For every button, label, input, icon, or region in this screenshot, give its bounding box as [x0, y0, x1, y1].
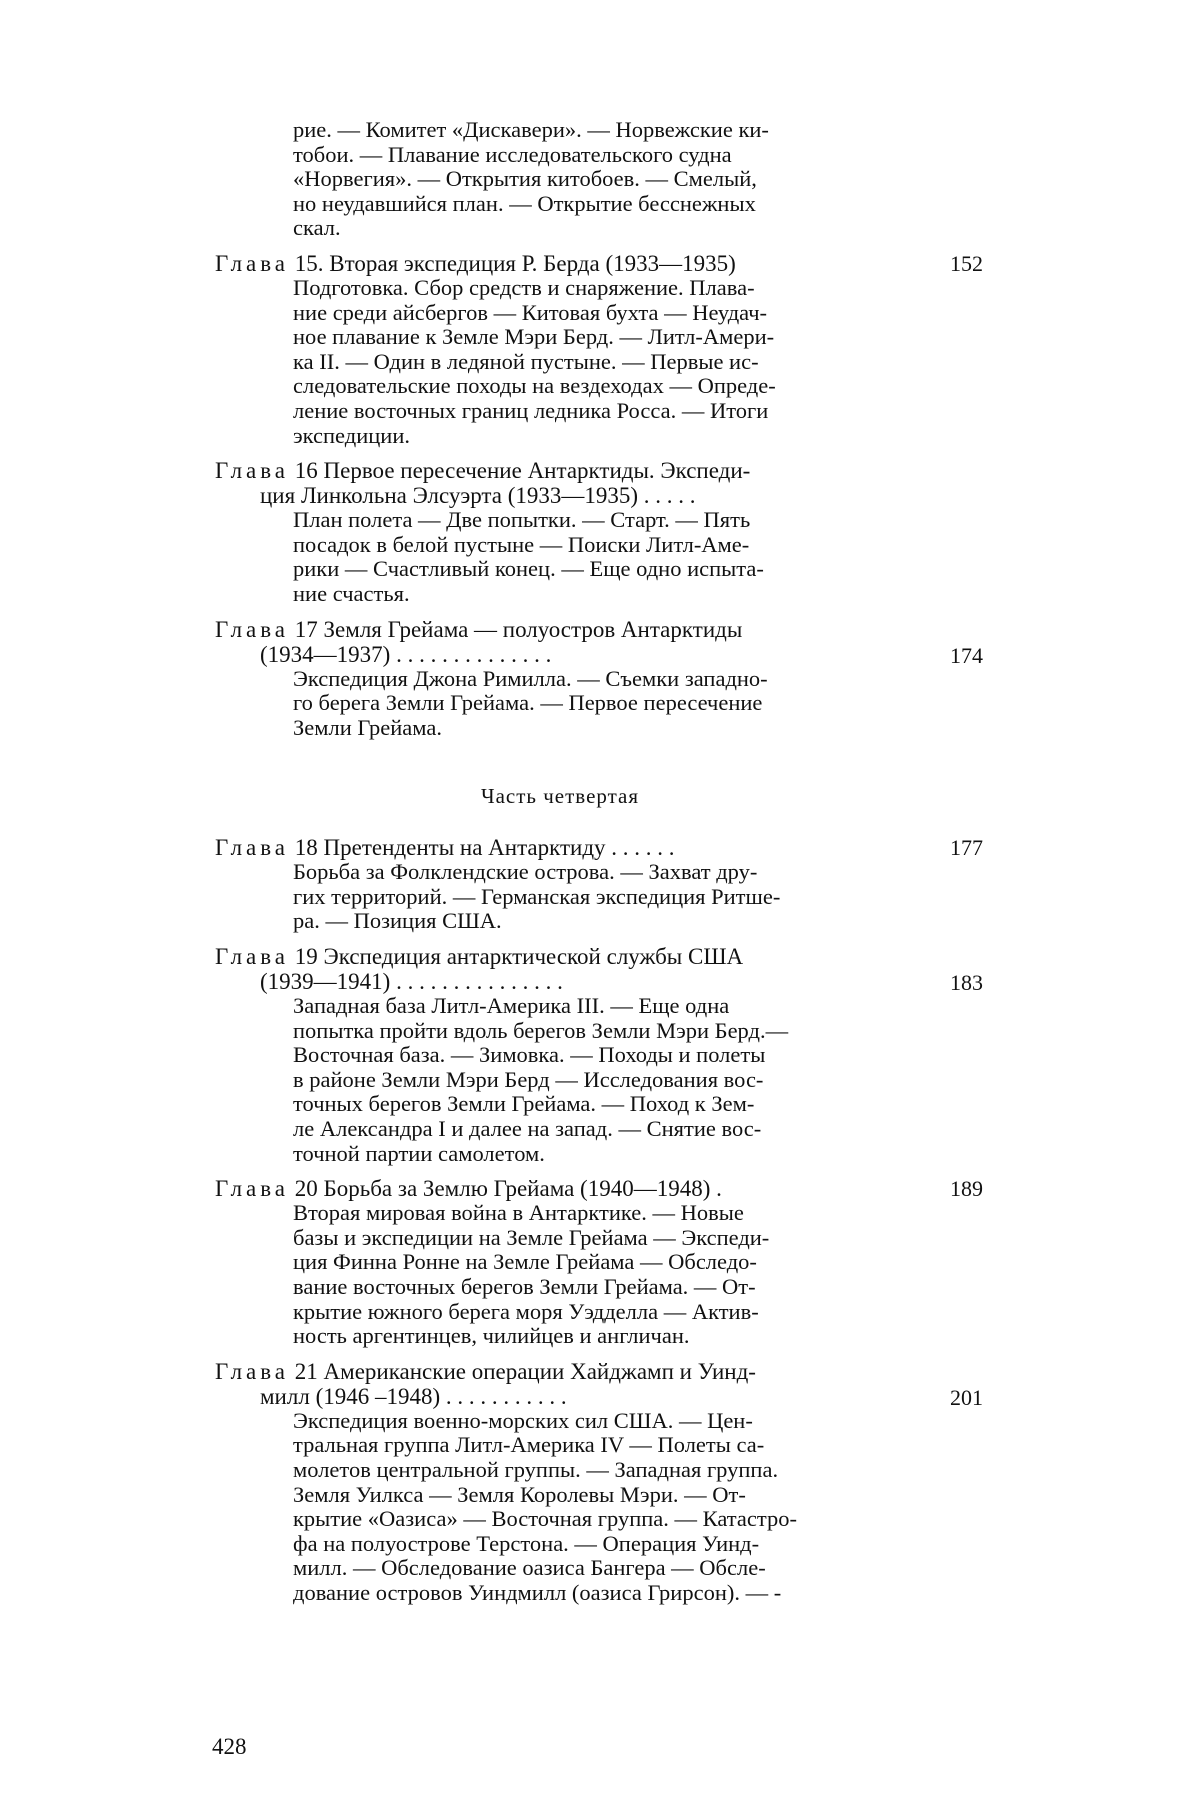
summary-line: следовательские походы на вездеходах — Опреде-: [293, 373, 776, 399]
summary-line: базы и экспедиции на Земле Грейама — Экспеди-: [293, 1224, 770, 1250]
summary-line: молетов центральной группы. — Западная группа.: [293, 1456, 779, 1482]
chapter-title-continuation: (1939—1941) . . . . . . . . . . . . . . .: [260, 969, 563, 995]
summary-line: крытие «Оазиса» — Восточная группа. — Катастро-: [293, 1506, 797, 1532]
chapter-title: 15. Вторая экспедиция Р. Берда (1933—1935): [294, 250, 736, 276]
toc-entry-chapter-18: [215, 835, 983, 934]
summary-line: Восточная база. — Зимовка. — Походы и полеты: [293, 1042, 766, 1068]
toc-entry-chapter-17: [215, 616, 983, 741]
chapter-label: Глава: [215, 250, 290, 276]
summary-line: ное плавание к Земле Мэри Берд. — Литл-Амери-: [293, 324, 775, 350]
summary-line: Борьба за Фолклендские острова. — Захват дру-: [293, 859, 758, 885]
chapter-summary: [293, 1409, 905, 1606]
page-number: 189: [950, 1176, 983, 1202]
summary-line: в районе Земли Мэри Берд — Исследования вос-: [293, 1066, 764, 1092]
summary-line: Земли Грейама.: [293, 714, 442, 740]
chapter-heading: [215, 944, 905, 994]
chapter-title: 17 Земля Грейама — полуостров Антарктиды: [294, 616, 743, 642]
summary-line: ра. — Позиция США.: [293, 908, 502, 934]
summary-line: ка II. — Один в ледяной пустыне. — Первые ис-: [293, 348, 759, 374]
summary-line: ле Александра I и далее на запад. — Снятие вос-: [293, 1116, 762, 1142]
page-number: 174: [950, 642, 983, 668]
chapter-heading: [215, 835, 905, 860]
summary-line: ление восточных границ ледника Росса. — Итоги: [293, 397, 769, 423]
chapter-heading: [215, 617, 905, 667]
chapter-title: 20 Борьба за Землю Грейама (1940—1948) .: [294, 1176, 722, 1202]
chapter-title: 18 Претенденты на Антарктиду . . . . . .: [294, 835, 675, 861]
part-heading: Часть четвертая: [480, 784, 640, 809]
toc-upper-block: [215, 117, 983, 1606]
summary-line: «Норвегия». — Открытия китобоев. — Смелый,: [293, 166, 757, 192]
chapter-label: Глава: [215, 835, 290, 861]
summary-line: фа на полуострове Терстона. — Операция Уинд-: [293, 1530, 760, 1556]
toc-entry-chapter-16: [215, 458, 905, 606]
chapter-label: Глава: [215, 458, 290, 484]
chapter-summary: [293, 994, 905, 1166]
summary-line: рие. — Комитет «Дискавери». — Норвежские ки-: [293, 117, 769, 142]
page-number: 152: [950, 250, 983, 276]
chapter-heading: [215, 458, 905, 508]
summary-line: Подготовка. Сбор средств и снаряжение. Плава-: [293, 274, 755, 300]
summary-line: тобои. — Плавание исследовательского судна: [293, 141, 732, 167]
page-folio-number: 428: [212, 1734, 247, 1759]
summary-line: гих территорий. — Германская экспедиция Ритше-: [293, 883, 781, 909]
summary-line: точной партии самолетом.: [293, 1140, 545, 1166]
summary-line: крытие южного берега моря Уэдделла — Актив-: [293, 1298, 759, 1324]
summary-line: вание восточных берегов Земли Грейама. — От-: [293, 1274, 756, 1299]
chapter-summary: [293, 1201, 905, 1349]
summary-line: точных берегов Земли Грейама. — Поход к Зем-: [293, 1091, 755, 1117]
summary-line: Экспедиция Джона Римилла. — Съемки западно-: [293, 665, 768, 691]
page-number: 201: [950, 1384, 983, 1410]
summary-line: Экспедиция военно-морских сил США. — Цен-: [293, 1407, 753, 1433]
chapter-summary: [293, 667, 905, 741]
summary-line: экспедиции.: [293, 422, 410, 448]
chapter-heading: [215, 1359, 905, 1409]
summary-line: но неудавшийся план. — Открытие бесснежных: [293, 190, 756, 216]
chapter-label: Глава: [215, 1176, 290, 1202]
chapter-summary: [293, 276, 905, 448]
chapter-title-continuation: ция Линкольна Элсуэрта (1933—1935) . . . . .: [260, 483, 696, 509]
chapter-summary: [293, 860, 905, 934]
summary-line: попытка пройти вдоль берегов Земли Мэри Берд.—: [293, 1017, 789, 1043]
page-number: 177: [950, 835, 983, 861]
summary-line: го берега Земли Грейама. — Первое пересечение: [293, 690, 763, 716]
summary-line: Западная база Литл-Америка III. — Еще одна: [293, 993, 730, 1019]
chapter-label: Глава: [215, 944, 290, 970]
summary-line: ция Финна Ронне на Земле Грейама — Обследо-: [293, 1249, 757, 1275]
toc-entry-chapter-21: [215, 1358, 983, 1606]
chapter-title: 16 Первое пересечение Антарктиды. Экспеди-: [294, 458, 751, 484]
toc-entry-chapter-15: [215, 250, 983, 448]
page-number: 183: [950, 970, 983, 996]
chapter-heading: [215, 251, 905, 276]
summary-line: ность аргентинцев, чилийцев и англичан.: [293, 1323, 690, 1349]
chapter-label: Глава: [215, 616, 290, 642]
summary-line: тральная группа Литл-Америка IV — Полеты са-: [293, 1432, 765, 1458]
toc-entry-chapter-20: [215, 1176, 983, 1349]
summary-line: рики — Счастливый конец. — Еще одно испыта-: [293, 556, 764, 582]
chapter-title: 21 Американские операции Хайджамп и Уинд-: [294, 1358, 756, 1384]
summary-line: ние счастья.: [293, 580, 410, 606]
summary-line: посадок в белой пустыне — Поиски Литл-Аме-: [293, 531, 750, 557]
toc-entry-chapter-19: [215, 944, 983, 1166]
summary-line: ние среди айсбергов — Китовая бухта — Неудач-: [293, 299, 768, 325]
summary-line: милл. — Обследование оазиса Бангера — Обсле-: [293, 1555, 766, 1581]
chapter-heading: [215, 1176, 905, 1201]
chapter-14-summary-tail: [293, 118, 905, 241]
summary-line: дование островов Уиндмилл (оазиса Грирсон). — -: [293, 1579, 782, 1605]
summary-line: скал.: [293, 215, 341, 241]
chapter-title: 19 Экспедиция антарктической службы США: [294, 944, 744, 970]
summary-line: План полета — Две попытки. — Старт. — Пять: [293, 507, 751, 533]
summary-line: Земля Уилкса — Земля Королевы Мэри. — От-: [293, 1481, 746, 1507]
chapter-label: Глава: [215, 1358, 290, 1384]
chapter-title-continuation: (1934—1937) . . . . . . . . . . . . . .: [260, 641, 552, 667]
chapter-summary: [293, 508, 905, 606]
chapter-title-continuation: милл (1946 –1948) . . . . . . . . . . .: [260, 1383, 567, 1409]
summary-line: Вторая мировая война в Антарктике. — Новые: [293, 1200, 744, 1226]
